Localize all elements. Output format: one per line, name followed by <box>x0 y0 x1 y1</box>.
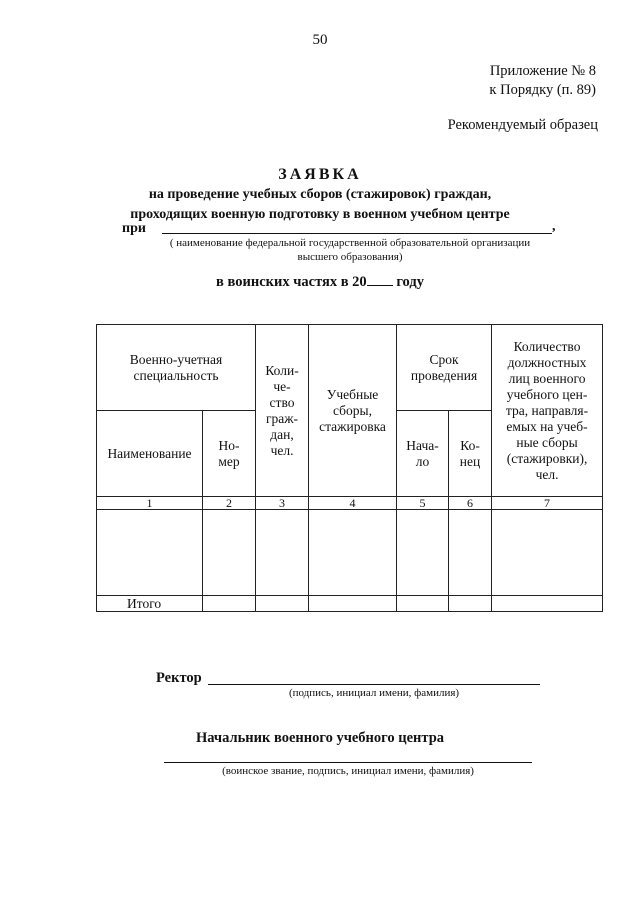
title-line-2: проходящих военную подготовку в военном учебном центре <box>130 207 510 222</box>
column-number: 7 <box>492 497 603 510</box>
header-count-line: ство <box>269 394 295 410</box>
organization-caption <box>130 236 570 264</box>
header-training <box>309 325 397 497</box>
military-units-line <box>0 273 640 291</box>
header-start <box>397 411 449 497</box>
organization-caption-line-2: высшего образования) <box>297 251 403 263</box>
header-training-line: сборы, <box>333 402 372 418</box>
header-staff-line: должностных <box>507 354 587 370</box>
data-cell <box>449 510 492 596</box>
sample-note: Рекомендуемый образец <box>447 117 598 133</box>
rector-caption: (подпись, инициал имени, фамилия) <box>288 687 460 699</box>
rector-signature-line <box>208 684 540 685</box>
header-staff-line: чел. <box>535 466 559 482</box>
header-training-line: стажировка <box>319 418 386 434</box>
total-label: Итого <box>97 596 203 612</box>
column-number: 5 <box>397 497 449 510</box>
column-number: 3 <box>256 497 309 510</box>
center-head-caption: (воинское звание, подпись, инициал имени, фамилия) <box>222 765 474 777</box>
total-cell <box>203 596 256 612</box>
header-count-line: дан, <box>270 426 294 442</box>
header-staff-line: Количество <box>513 338 581 354</box>
pri-comma: , <box>552 219 556 234</box>
header-staff-line: (стажировки), <box>506 450 588 466</box>
total-cell <box>309 596 397 612</box>
data-cell <box>492 510 603 596</box>
annex-line-1: Приложение № 8 <box>489 63 596 79</box>
header-number-line: мер <box>218 453 240 469</box>
annex-line-2: к Порядку (п. 89) <box>489 82 596 98</box>
data-cell <box>97 510 203 596</box>
center-head-label: Начальник военного учебного центра <box>195 730 445 746</box>
document-title: ЗАЯВКА <box>278 166 362 183</box>
total-cell <box>449 596 492 612</box>
column-number: 6 <box>449 497 492 510</box>
units-prefix: в воинских частях в 20 <box>216 274 367 290</box>
total-cell <box>492 596 603 612</box>
year-fill-line <box>367 273 393 286</box>
data-cell <box>309 510 397 596</box>
pri-label: при <box>122 221 146 236</box>
header-start-line: Нача- <box>406 437 439 453</box>
header-end-line: Ко- <box>460 437 480 453</box>
organization-caption-line-1: ( наименование федеральной государственной образовательной организации <box>169 237 531 249</box>
column-number: 4 <box>309 497 397 510</box>
header-training-line: Учебные <box>326 386 379 402</box>
header-number-line: Но- <box>218 437 240 453</box>
total-cell <box>256 596 309 612</box>
header-staff-line: тра, направля- <box>505 402 589 418</box>
header-end <box>449 411 492 497</box>
page-number: 50 <box>312 32 328 48</box>
total-cell <box>397 596 449 612</box>
header-start-line: ло <box>415 453 430 469</box>
application-table <box>96 324 603 612</box>
header-vus: Военно-учетная специальность <box>97 325 256 411</box>
header-count <box>256 325 309 497</box>
header-period-line: Срок <box>429 351 459 367</box>
header-staff-line: ные сборы <box>516 434 578 450</box>
data-cell <box>203 510 256 596</box>
organization-fill-line <box>162 233 552 234</box>
data-cell <box>256 510 309 596</box>
data-cell <box>397 510 449 596</box>
header-staff-line: учебного цен- <box>506 386 588 402</box>
header-staff <box>492 325 603 497</box>
header-name: Наименование <box>97 411 203 497</box>
header-period <box>397 325 492 411</box>
document-title-block <box>0 165 640 225</box>
column-number: 2 <box>203 497 256 510</box>
center-head-signature-line <box>164 762 532 763</box>
header-count-line: Коли- <box>265 362 299 378</box>
units-suffix: году <box>396 274 424 290</box>
header-staff-line: емых на учеб- <box>506 418 588 434</box>
title-line-1: на проведение учебных сборов (стажировок) граждан, <box>148 187 492 202</box>
header-count-line: граж- <box>265 410 299 426</box>
header-count-line: чел. <box>270 442 294 458</box>
header-period-line: проведения <box>410 367 478 383</box>
annex-reference <box>489 62 596 100</box>
header-count-line: че- <box>273 378 291 394</box>
header-end-line: нец <box>459 453 481 469</box>
column-number: 1 <box>97 497 203 510</box>
header-number <box>203 411 256 497</box>
rector-label: Ректор <box>156 670 202 686</box>
header-staff-line: лиц военного <box>508 370 586 386</box>
